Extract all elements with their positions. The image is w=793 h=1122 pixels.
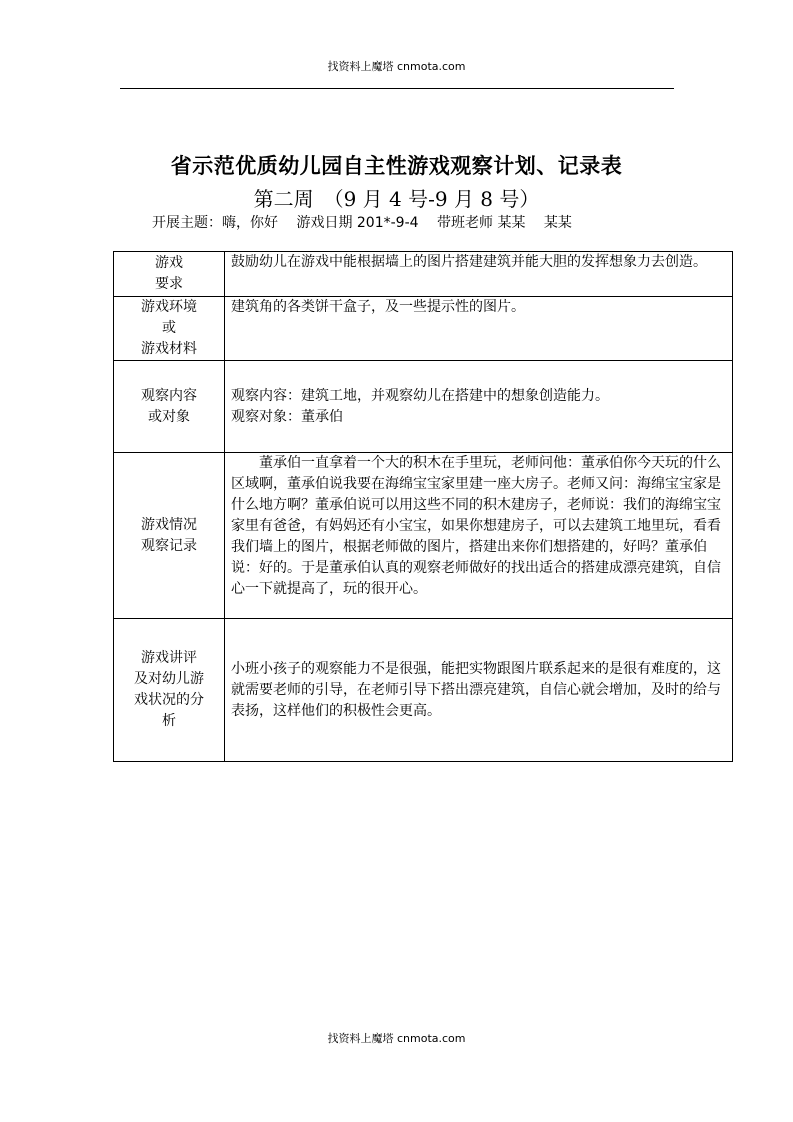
table-row bbox=[114, 297, 733, 361]
observation-table bbox=[113, 251, 733, 762]
label-materials: 游戏环境 或 游戏材料 bbox=[141, 299, 197, 357]
theme-text: 开展主题：嗨，你好 bbox=[152, 215, 278, 231]
page-footer: 找资料上魔塔 cnmota.com bbox=[327, 1032, 466, 1045]
table-row bbox=[114, 453, 733, 619]
row-label bbox=[114, 252, 225, 297]
table-row bbox=[114, 361, 733, 453]
row-label bbox=[114, 297, 225, 361]
table-row bbox=[114, 252, 733, 297]
label-observation-target: 观察内容 或对象 bbox=[141, 387, 197, 425]
row-content: 小班小孩子的观察能力不是很强，能把实物跟图片联系起来的是很有难度的，这就需要老师的引导，在老师引导下搭出漂亮建筑，自信心就会增加，及时的给与表扬，这样他们的积极性会更高。 bbox=[225, 619, 733, 762]
info-line bbox=[152, 212, 712, 232]
row-content: 董承伯一直拿着一个大的积木在手里玩，老师问他：董承伯你今天玩的什么区域啊，董承伯说我要在海绵宝宝家里建一座大房子。老师又问：海绵宝宝家是什么地方啊？董承伯说可以用这些不同的积木建房子，老师说：我们的海绵宝宝家里有爸爸，有妈妈还有小宝宝，如果你想建房子，可以去建筑工地里玩，看看我们墙上的图片，根据老师做的图片，搭建出来你们想搭建的，好吗？董承伯说：好的。于是董承伯认真的观察老师做好的找出适合的搭建成漂亮建筑，自信心一下就提高了，玩的很开心。 bbox=[225, 453, 733, 619]
row-label bbox=[114, 619, 225, 762]
row-label bbox=[114, 453, 225, 619]
row-content: 建筑角的各类饼干盒子，及一些提示性的图片。 bbox=[225, 297, 733, 361]
document-subtitle: 第二周 （9 月 4 号-9 月 8 号） bbox=[253, 187, 540, 211]
observation-target-line: 观察对象：董承伯 bbox=[231, 408, 343, 425]
page-header: 找资料上魔塔 cnmota.com bbox=[327, 60, 466, 73]
date-text: 游戏日期 201*-9-4 bbox=[296, 215, 419, 231]
row-label bbox=[114, 361, 225, 453]
label-analysis: 游戏讲评 及对幼儿游 戏状况的分 析 bbox=[134, 650, 204, 729]
table-row bbox=[114, 619, 733, 762]
observation-content-line: 观察内容：建筑工地，并观察幼儿在搭建中的想象创造能力。 bbox=[231, 387, 609, 404]
document-title: 省示范优质幼儿园自主性游戏观察计划、记录表 bbox=[170, 153, 623, 178]
header-divider bbox=[120, 88, 674, 89]
row-content: 鼓励幼儿在游戏中能根据墙上的图片搭建建筑并能大胆的发挥想象力去创造。 bbox=[225, 252, 733, 297]
row-content bbox=[225, 361, 733, 453]
label-requirements: 游戏 要求 bbox=[155, 255, 183, 292]
teacher-text: 带班老师 某某 某某 bbox=[437, 215, 572, 231]
label-record: 游戏情况 观察记录 bbox=[141, 516, 197, 554]
